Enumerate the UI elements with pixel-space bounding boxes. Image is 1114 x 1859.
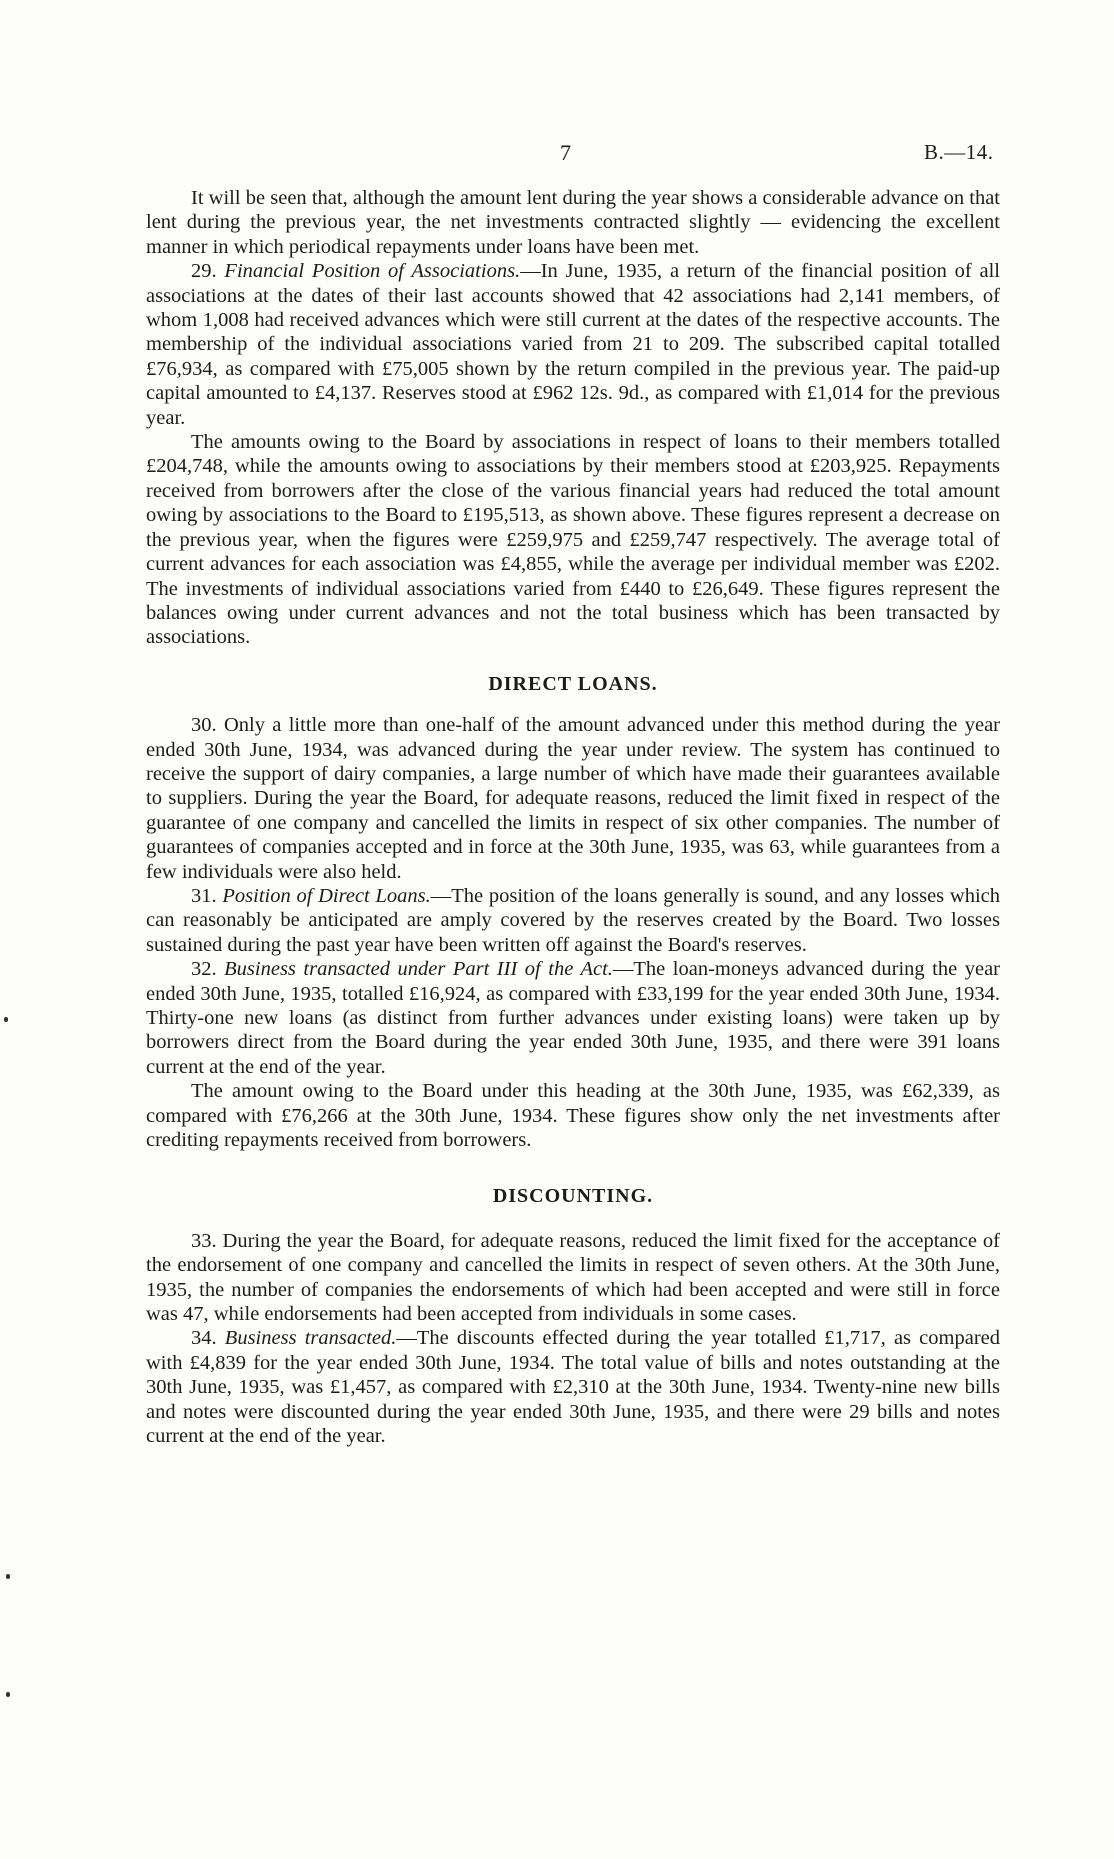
margin-speck-2: [6, 1574, 10, 1579]
paragraph-29-continued: The amounts owing to the Board by associations in respect of loans to their members totalled £204,748, while the amounts owing to associations by their members stood at £203,925. Repayments received from borrowers after the close of the various financial years had reduced the total amount owing by associations to the Board to £195,513, as shown above. These figures represent a decrease on the previous year, when the figures were £259,975 and £259,747 respectively. The average total of current advances for each association was £4,855, while the average per individual member was £202. The investments of individual associations varied from £440 to £26,649. These figures represent the balances owing under current advances and not the total business which has been transacted by associations.: [146, 431, 1000, 649]
margin-speck-3: [6, 1692, 10, 1697]
paragraph-34-title: Business transacted.: [224, 1327, 397, 1350]
paragraph-32-continued: The amount owing to the Board under this heading at the 30th June, 1935, was £62,339, as compared with £76,266 at the 30th June, 1934. These figures show only the net investments after crediting repayments received from borrowers.: [146, 1080, 1000, 1152]
heading-direct-loans: DIRECT LOANS.: [488, 672, 658, 695]
paragraph-29: 29. Financial Position of Associations.—In June, 1935, a return of the financial position of all associations at the dates of their last accounts showed that 42 associations had 2,141 members, of whom 1,008 had received advances which were still current at the dates of the respective accounts. The membership of the individual associations varied from 21 to 209. The subscribed capital totalled £76,934, as compared with £75,005 shown by the return compiled in the previous year. The paid-up capital amounted to £4,137. Reserves stood at £962 12s. 9d., as compared with £1,014 for the previous year.: [146, 260, 1001, 429]
paragraph-31: 31. Position of Direct Loans.—The position of the loans generally is sound, and any losses which can reasonably be anticipated are amply covered by the reserves created by the Board. Two losses sustained during the past year have been written off against the Board's reserves.: [146, 884, 1000, 956]
paragraph-33: 33. During the year the Board, for adequate reasons, reduced the limit fixed for the acceptance of the endorsement of one company and cancelled the limits in respect of seven others. At the 30th June, 1935, the number of companies the endorsements of which had been accepted and were still in force was 47, while endorsements had been accepted from individuals in some cases.: [146, 1229, 1000, 1326]
page-body: [146, 186, 1000, 1449]
paragraph-intro: It will be seen that, although the amount lent during the year shows a considerable advance on that lent during the previous year, the net investments contracted slightly — evidencing the excellent manner in which periodical repayments under loans have been met.: [146, 187, 1000, 258]
paragraph-29-title: Financial Position of Associations.: [224, 260, 521, 283]
document-reference: B.—14.: [924, 140, 994, 164]
paragraph-34: 34. Business transacted.—The discounts effected during the year totalled £1,717, as compared with £4,839 for the year ended 30th June, 1934. The total value of bills and notes outstanding at the 30th June, 1935, was £1,457, as compared with £2,310 at the 30th June, 1934. Twenty-nine new bills and notes were discounted during the year ended 30th June, 1935, and there were 29 bills and notes current at the end of the year.: [146, 1327, 1001, 1448]
margin-speck-1: [4, 1017, 8, 1022]
page-number: 7: [560, 140, 571, 165]
heading-discounting: DISCOUNTING.: [492, 1185, 654, 1208]
paragraph-31-title: Position of Direct Loans.: [222, 884, 431, 907]
paragraph-30: 30. Only a little more than one-half of the amount advanced under this method during the year ended 30th June, 1934, was advanced during the year under review. The system has continued to receive the support of dairy companies, a large number of which have made their guarantees available to suppliers. During the year the Board, for adequate reasons, reduced the limit fixed in respect of the guarantee of one company and cancelled the limits in respect of six other companies. The number of guarantees of companies accepted and in force at the 30th June, 1935, was 63, while guarantees from a few individuals were also held.: [146, 714, 1000, 883]
page-header: [0, 140, 1114, 170]
paragraph-32-title: Business transacted under Part III of the Act.: [224, 958, 613, 981]
paragraph-32: 32. Business transacted under Part III of the Act.—The loan-moneys advanced during the year ended 30th June, 1935, totalled £16,924, as compared with £33,199 for the year ended 30th June, 1934. Thirty-one new loans (as distinct from further advances under existing loans) were taken up by borrowers direct from the Board during the year ended 30th June, 1935, and there were 391 loans current at the end of the year.: [146, 958, 1001, 1078]
